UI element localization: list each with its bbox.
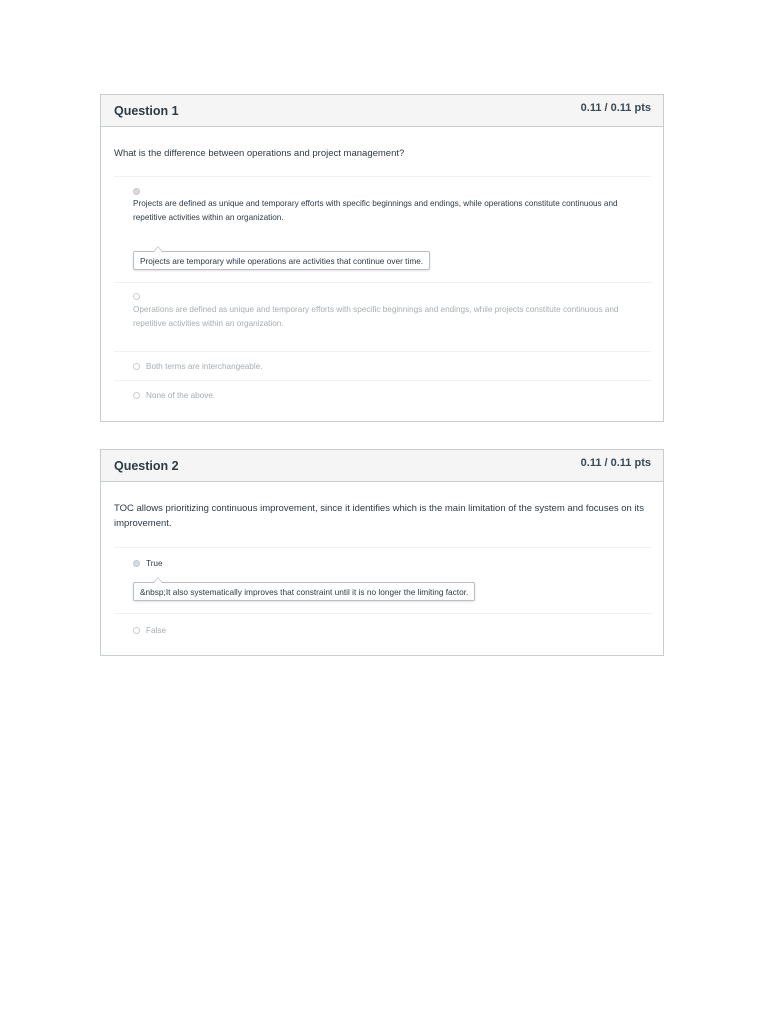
answer-2-1-comment: &nbsp;It also systematically improves that constraint until it is no longer the limiting factor.	[133, 582, 475, 601]
answer-2-1-text[interactable]: True	[146, 559, 163, 568]
divider	[114, 176, 651, 177]
divider	[114, 351, 651, 352]
answer-1-1-radio[interactable]	[133, 188, 140, 195]
answer-1-1-text[interactable]: Projects are defined as unique and temporary efforts with specific beginnings and endings, while operations constitute continuous and repetitive activities within an organization.	[133, 199, 618, 222]
question-1-points: 0.11 / 0.11 pts	[580, 102, 651, 114]
divider	[114, 547, 651, 548]
answer-1-3-text[interactable]: Both terms are interchangeable.	[146, 362, 263, 371]
question-1-header	[101, 95, 663, 127]
question-2-card	[100, 449, 664, 656]
divider	[114, 380, 651, 381]
answer-2-2-text[interactable]: False	[146, 626, 167, 635]
answer-1-2-text[interactable]: Operations are defined as unique and temporary efforts with specific beginnings and endings, while projects constitute continuous and repetitive activities within an organization.	[133, 305, 619, 328]
question-2-header	[101, 450, 663, 482]
answer-1-1-comment: Projects are temporary while operations are activities that continue over time.	[133, 251, 430, 270]
divider	[114, 613, 651, 614]
question-1-title: Question 1	[114, 104, 179, 118]
question-1-card	[100, 94, 664, 422]
answer-1-2-radio[interactable]	[133, 293, 140, 300]
answer-2-2-radio[interactable]	[133, 627, 140, 634]
divider	[114, 282, 651, 283]
answer-1-4-text[interactable]: None of the above.	[146, 391, 216, 400]
answer-2-1-radio[interactable]	[133, 560, 140, 567]
question-1-text: What is the difference between operations and project management?	[114, 148, 405, 159]
question-2-text: TOC allows prioritizing continuous improvement, since it identifies which is the main limitation of the system and focuses on its improvement.	[114, 503, 644, 529]
question-2-points: 0.11 / 0.11 pts	[580, 457, 651, 469]
answer-1-3-radio[interactable]	[133, 363, 140, 370]
answer-1-4-radio[interactable]	[133, 392, 140, 399]
question-2-title: Question 2	[114, 459, 179, 473]
